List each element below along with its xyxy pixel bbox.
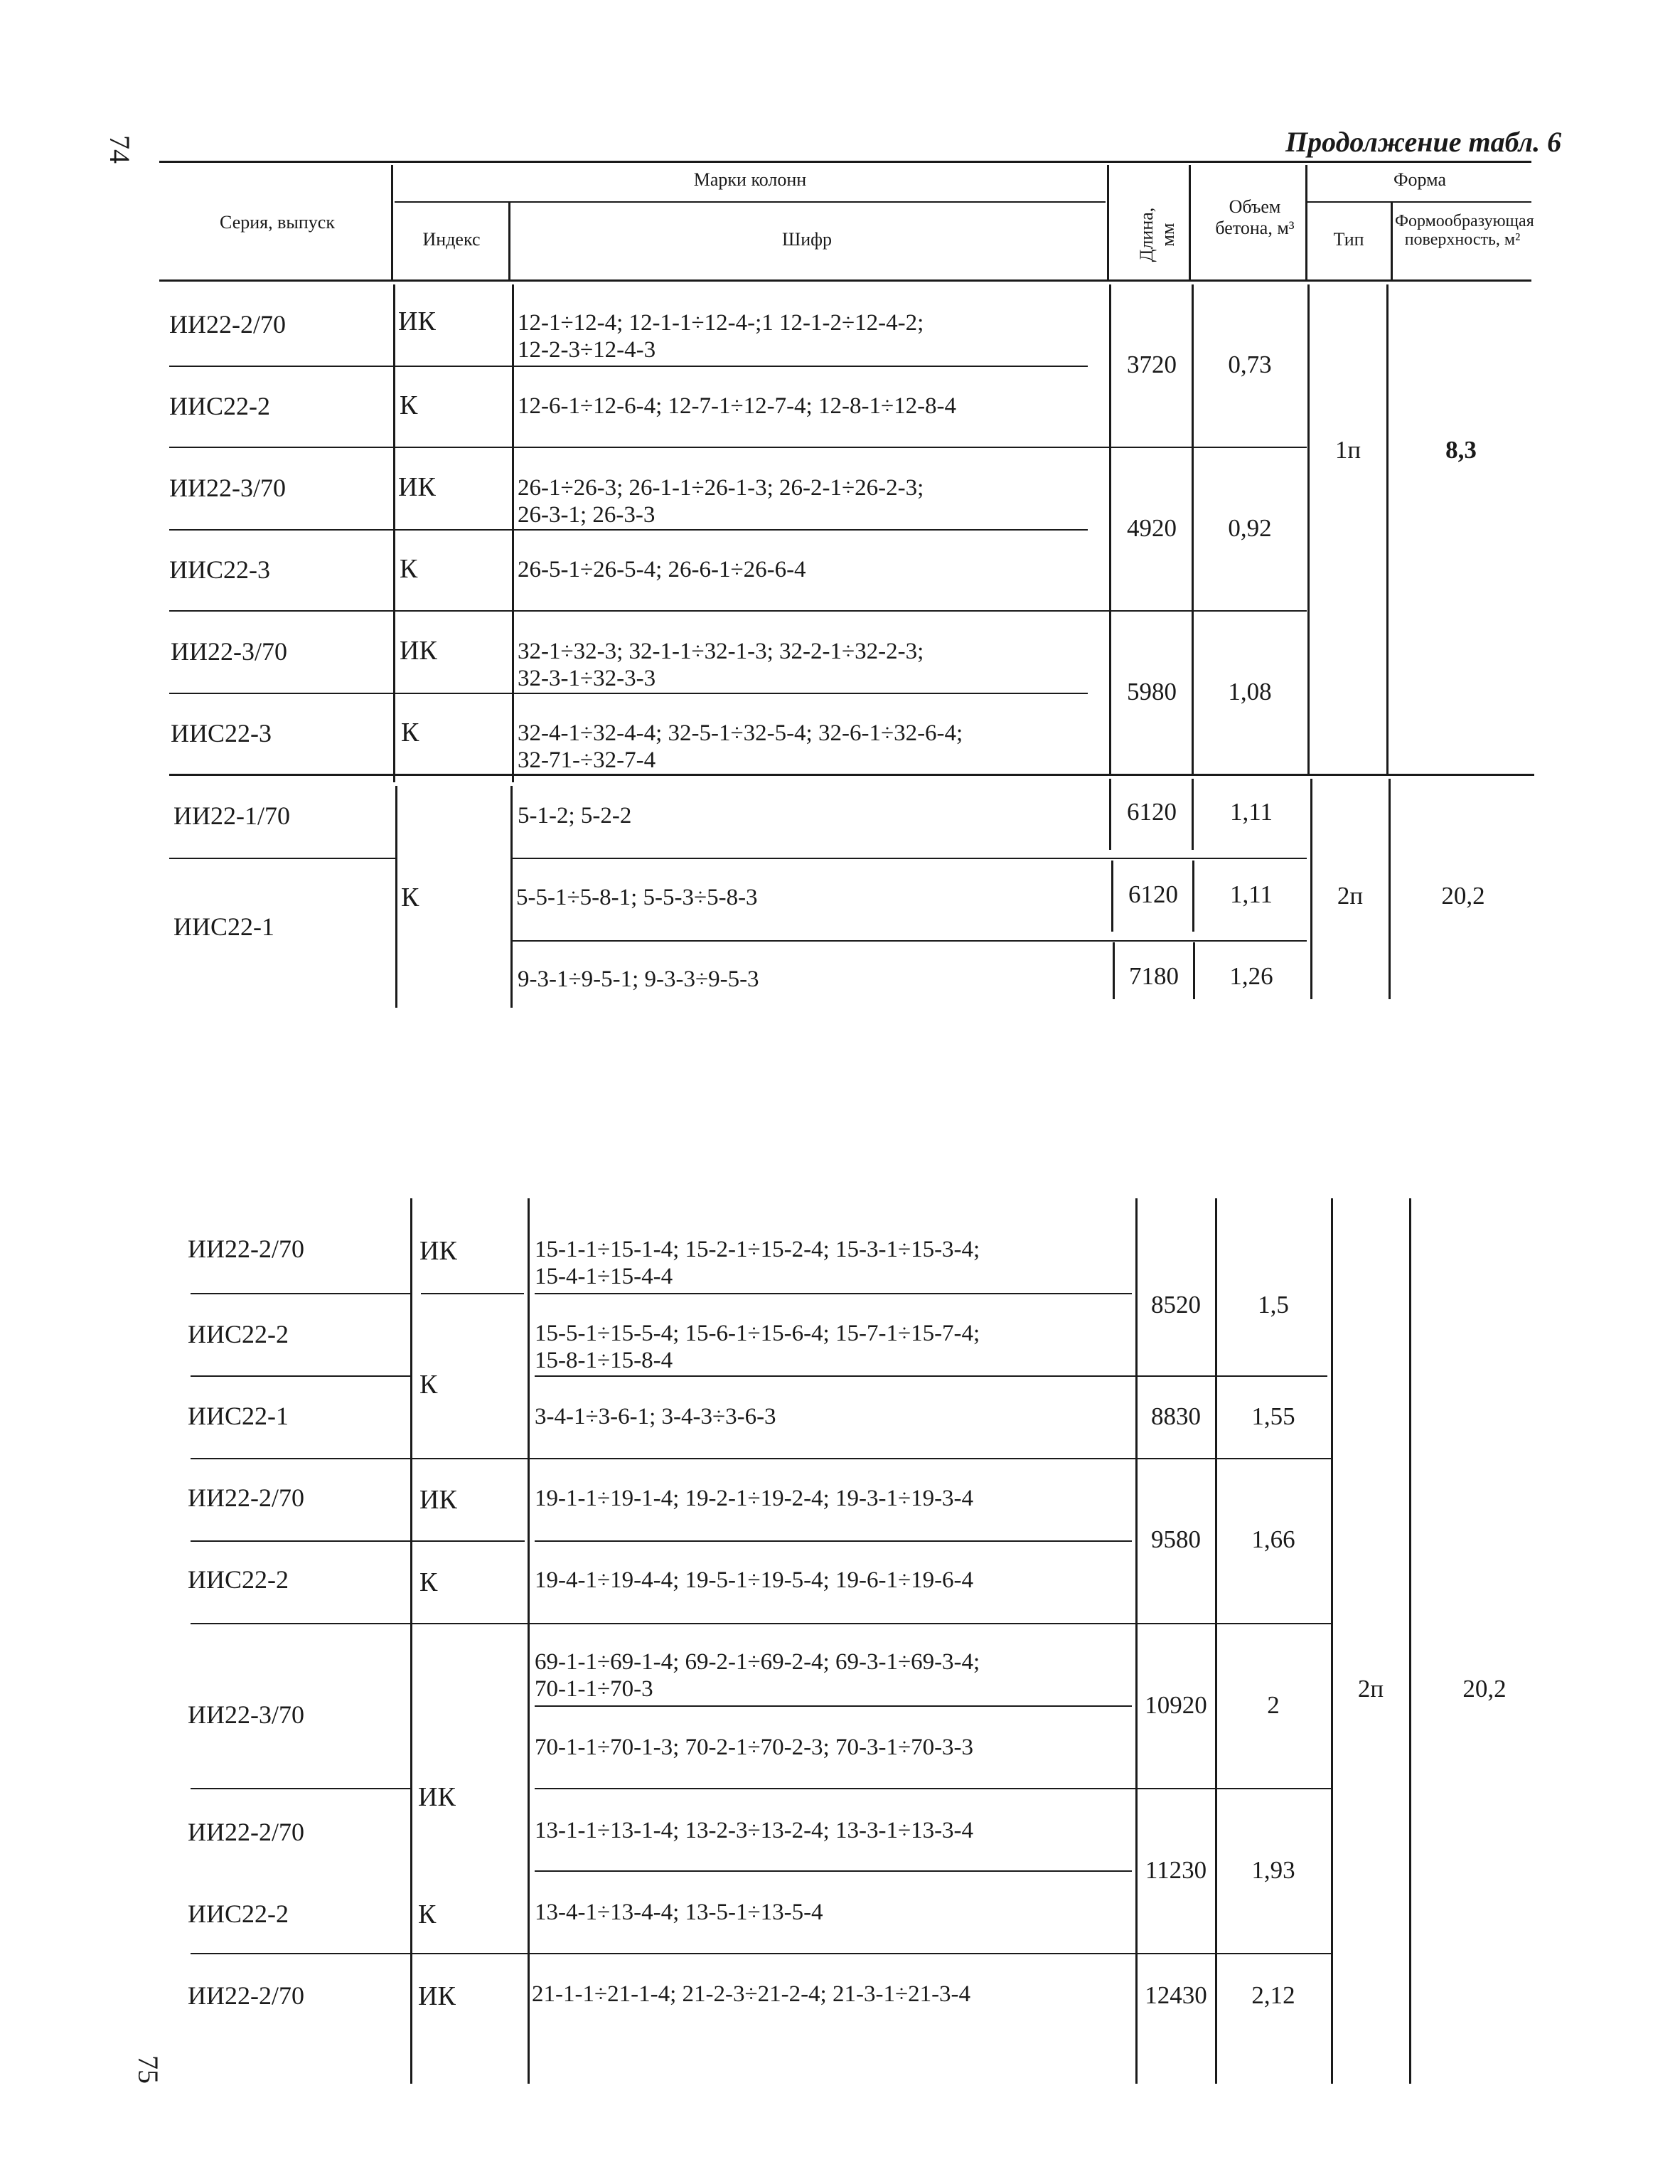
volume-value: 1,08 [1228,678,1272,705]
col-divider [1192,284,1194,775]
col-divider [1109,284,1111,775]
row-rule [191,1540,525,1542]
col-divider [528,1198,530,2084]
row-rule [191,1788,411,1789]
cipher-line: 5-5-1÷5-8-1; 5-5-3÷5-8-3 [516,885,758,910]
row-rule [512,940,1307,942]
length-value: 11230 [1145,1856,1207,1884]
col-divider [1389,779,1391,999]
col-divider [393,284,395,782]
cipher-line: 15-1-1÷15-1-4; 15-2-1÷15-2-4; 15-3-1÷15-3-4; [535,1237,980,1262]
header-series: Серия, выпуск [220,212,335,233]
length-value: 8830 [1151,1402,1201,1430]
cipher-line: 13-4-1÷13-4-4; 13-5-1÷13-5-4 [535,1900,823,1925]
cipher-line: 13-1-1÷13-1-4; 13-2-3÷13-2-4; 13-3-1÷13-3-4 [535,1818,974,1843]
cipher-line: 70-1-1÷70-3 [535,1676,653,1702]
cipher-line: 19-1-1÷19-1-4; 19-2-1÷19-2-4; 19-3-1÷19-3-4 [535,1486,974,1511]
col-divider [1109,779,1111,850]
row-rule [535,1293,1132,1294]
series-label: ИИ22-2/70 [188,1483,304,1512]
form-underline [1307,201,1531,203]
group-rule [169,774,1534,776]
col-divider [1386,284,1389,775]
header-type: Тип [1333,229,1364,250]
volume-value: 1,66 [1251,1525,1295,1553]
series-label: ИИ22-2/70 [188,1235,304,1263]
surface-value: 8,3 [1445,436,1477,464]
header-divider [508,203,510,279]
cipher-line: 15-8-1÷15-8-4 [535,1348,673,1373]
cipher-line: 5-1-2; 5-2-2 [518,803,632,829]
header-divider [1107,165,1109,279]
series-label: ИИ22-2/70 [188,1981,304,2010]
series-label: ИИ22-3/70 [171,637,287,666]
col-divider [1331,1198,1333,2084]
volume-value: 0,92 [1228,514,1272,542]
header-volume: Объем бетона, м³ [1215,196,1295,238]
volume-value: 1,26 [1229,962,1273,990]
index-label: ИК [398,307,436,336]
volume-value: 2,12 [1251,1981,1295,2009]
row-rule [191,1623,1332,1624]
series-label: ИИС22-3 [171,719,272,747]
cipher-line: 26-1÷26-3; 26-1-1÷26-1-3; 26-2-1÷26-2-3; [518,475,924,501]
series-label: ИИС22-2 [169,392,270,420]
volume-value: 1,55 [1251,1402,1295,1430]
col-divider [1307,284,1310,775]
header-forming-surface: Формообразующая поверхность, м² [1395,212,1534,249]
series-label: ИИС22-2 [188,1320,289,1348]
series-label: ИИ22-2/70 [169,310,286,339]
col-divider [512,284,514,782]
col-divider [1192,861,1194,932]
cipher-line: 32-4-1÷32-4-4; 32-5-1÷32-5-4; 32-6-1÷32-6-4; [518,720,963,746]
length-value: 6120 [1128,880,1178,908]
header-form: Форма [1393,169,1446,190]
series-label: ИИ22-1/70 [173,801,290,830]
index-label: ИК [418,1782,456,1812]
header-length: Длина, мм [1136,207,1178,262]
row-rule [169,529,1088,531]
type-value: 1п [1334,436,1361,464]
row-rule [169,858,395,859]
col-divider [1111,861,1113,932]
col-divider [1135,1198,1138,2084]
series-label: ИИ22-3/70 [169,474,286,502]
index-label: К [419,1370,438,1400]
cipher-line: 3-4-1÷3-6-1; 3-4-3÷3-6-3 [535,1404,776,1429]
length-value: 5980 [1127,678,1177,705]
cipher-line: 26-3-1; 26-3-3 [518,502,656,528]
row-rule [191,1458,1332,1459]
row-rule [512,858,1307,859]
series-label: ИИС22-2 [188,1900,289,1928]
header-index: Индекс [422,229,481,250]
index-label: ИК [419,1485,457,1515]
marks-underline [395,201,1106,203]
header-cipher: Шифр [782,229,832,250]
header-divider [1305,165,1307,279]
type-value: 2п [1337,882,1364,910]
row-rule [535,1705,1132,1707]
row-rule [169,693,1088,694]
surface-value: 20,2 [1462,1675,1507,1703]
row-rule [535,1540,1132,1542]
volume-value: 0,73 [1228,351,1272,378]
page-number-left: 74 [104,135,136,164]
length-value: 10920 [1145,1691,1207,1719]
row-rule [421,1293,524,1294]
row-rule [535,1788,1331,1789]
index-label: ИК [400,636,437,666]
volume-value: 1,93 [1251,1856,1295,1884]
col-divider [1409,1198,1411,2084]
row-rule [191,1375,411,1377]
continuation-title: Продолжение табл. 6 [1285,126,1562,158]
cipher-line: 15-5-1÷15-5-4; 15-6-1÷15-6-4; 15-7-1÷15-7-4; [535,1321,980,1346]
header-divider [391,165,393,279]
index-label: К [401,883,419,912]
index-label: К [418,1900,437,1929]
cipher-line: 12-2-3÷12-4-3 [518,337,656,363]
row-rule [169,366,1088,367]
volume-value: 1,11 [1230,798,1273,826]
cipher-line: 12-6-1÷12-6-4; 12-7-1÷12-7-4; 12-8-1÷12-8-4 [518,393,957,419]
col-divider [1215,1198,1217,2084]
index-label: К [400,390,418,420]
cipher-line: 32-3-1÷32-3-3 [518,666,656,691]
volume-value: 1,11 [1230,880,1273,908]
row-rule [535,1870,1132,1872]
col-divider [1193,942,1195,999]
type-value: 2п [1357,1675,1384,1703]
row-rule [191,1293,411,1294]
cipher-line: 69-1-1÷69-1-4; 69-2-1÷69-2-4; 69-3-1÷69-3-4; [535,1649,980,1675]
cipher-line: 32-1÷32-3; 32-1-1÷32-1-3; 32-2-1÷32-2-3; [518,639,924,664]
header-divider [1189,165,1191,279]
index-label: ИК [398,472,436,502]
cipher-line: 70-1-1÷70-1-3; 70-2-1÷70-2-3; 70-3-1÷70-3-3 [535,1735,974,1760]
row-rule [535,1375,1327,1377]
length-value: 7180 [1129,962,1179,990]
col-divider [1192,779,1194,850]
surface-value: 20,2 [1441,882,1485,910]
cipher-line: 9-3-1÷9-5-1; 9-3-3÷9-5-3 [518,966,759,992]
header-marks: Марки колонн [693,169,807,190]
cipher-line: 32-71-÷32-7-4 [518,747,656,773]
cipher-line: 12-1÷12-4; 12-1-1÷12-4-;1 12-1-2÷12-4-2; [518,310,924,336]
length-value: 3720 [1127,351,1177,378]
length-value: 9580 [1151,1525,1201,1553]
series-label: ИИС22-1 [188,1402,289,1430]
col-divider [395,786,397,1008]
cipher-line: 15-4-1÷15-4-4 [535,1264,673,1289]
volume-value: 1,5 [1258,1291,1289,1319]
cipher-line: 19-4-1÷19-4-4; 19-5-1÷19-5-4; 19-6-1÷19-6-4 [535,1567,974,1593]
series-label: ИИС22-1 [173,912,274,941]
row-rule [169,610,1307,612]
series-label: ИИС22-2 [188,1565,289,1594]
header-top-rule [159,161,1531,163]
series-label: ИИ22-2/70 [188,1818,304,1846]
series-label: ИИС22-3 [169,555,270,584]
length-value: 6120 [1127,798,1177,826]
length-value: 4920 [1127,514,1177,542]
header-bottom-rule [159,279,1531,282]
volume-value: 2 [1267,1691,1280,1719]
row-rule [169,447,1307,448]
cipher-line: 21-1-1÷21-1-4; 21-2-3÷21-2-4; 21-3-1÷21-3-4 [532,1981,971,2007]
length-value: 8520 [1151,1291,1201,1319]
index-label: К [401,718,419,747]
row-rule [191,1953,1332,1954]
col-divider [510,786,513,1008]
col-divider [410,1198,412,2084]
index-label: К [419,1567,438,1597]
page-number-right: 75 [132,2055,164,2084]
cipher-line: 26-5-1÷26-5-4; 26-6-1÷26-6-4 [518,557,806,582]
index-label: ИК [418,1981,456,2011]
series-label: ИИ22-3/70 [188,1700,304,1729]
index-label: К [400,554,418,584]
length-value: 12430 [1145,1981,1207,2009]
header-divider [1391,203,1393,279]
index-label: ИК [419,1236,457,1266]
